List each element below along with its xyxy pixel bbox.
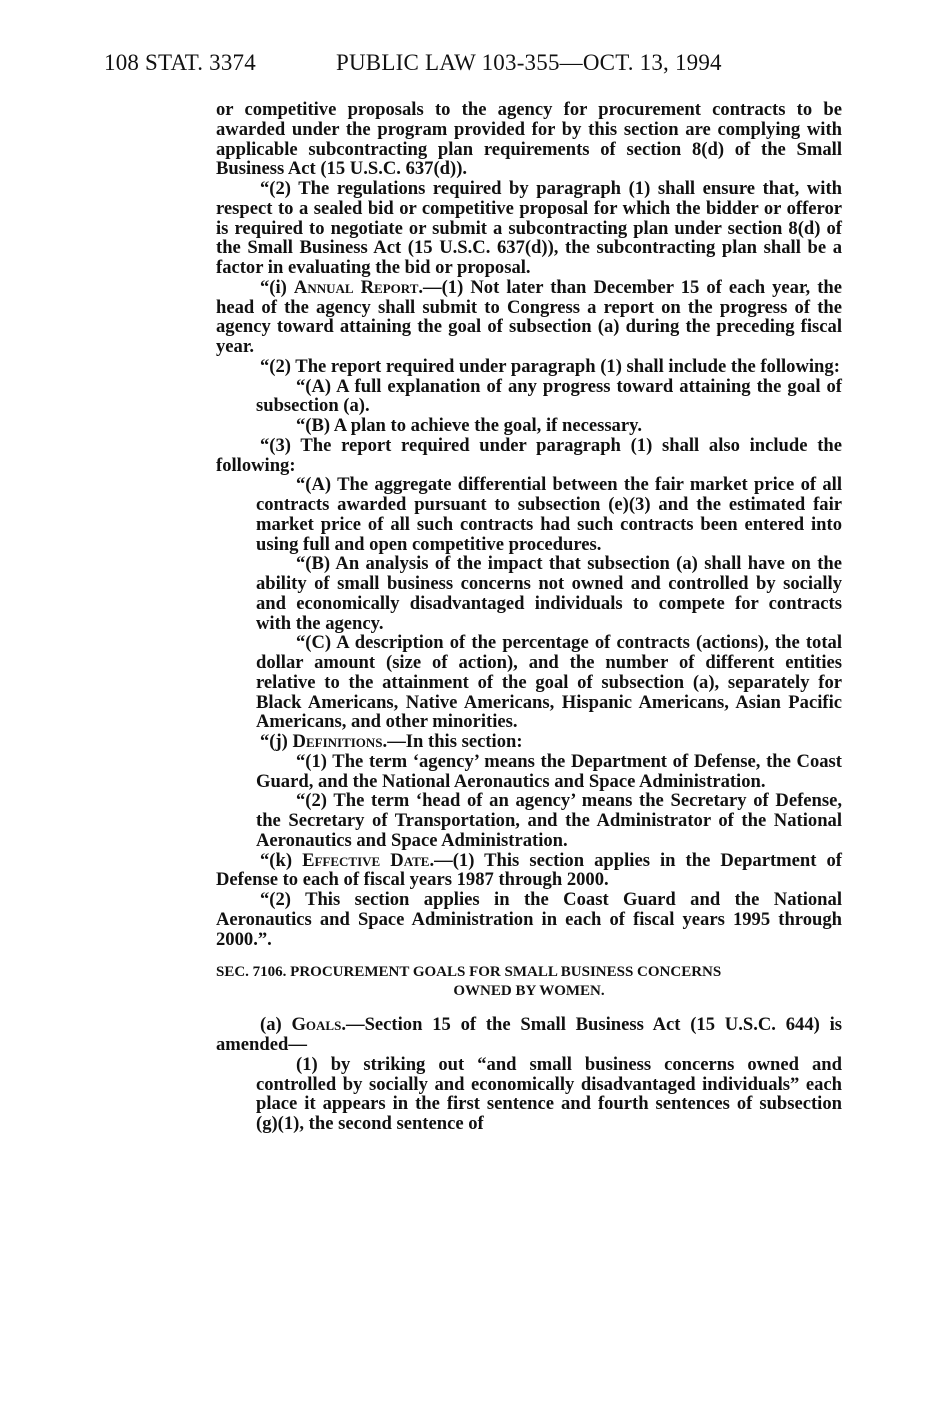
subparagraph-i2-a: “(A) A full explanation of any progress toward attaining the goal of subsection (a). <box>256 375 842 417</box>
section-caption: Annual Report <box>293 276 419 298</box>
subparagraph-i3-c: “(C) A description of the percentage of contracts (actions), the total dollar amount (size of action), and the number of different entities relative to the attainment of the goal of subsection (a), separately for Black Americans, Native Americans, Hispanic Americans, Asian Pacific Americans, and other minorities. <box>256 632 842 733</box>
section-caption: Effective Date <box>302 849 430 871</box>
paragraph-a-goals <box>216 1015 842 1055</box>
paragraph-prefix: (a) <box>260 1014 292 1036</box>
body-text <box>216 100 842 1134</box>
section-heading-line1: SEC. 7106. PROCUREMENT GOALS FOR SMALL BUSINESS CONCERNS <box>216 964 722 981</box>
paragraph-k2: “(2) This section applies in the Coast Guard and the National Aeronautics and Space Administration in each of fiscal years 1995 through 2000.”. <box>216 889 842 950</box>
paragraph-text: .—Section 15 of the Small Business Act (15 U.S.C. 644) is amended— <box>216 1014 842 1055</box>
amendment-1: (1) by striking out “and small business concerns owned and controlled by socially and economically disadvantaged individuals” each place it appears in the first sentence and fourth sentences of subsection (g)(1), the second sentence of <box>256 1053 842 1134</box>
paragraph-text: .—(1) Not later than December 15 of each year, the head of the agency shall submit to Congress a report on the progress of the agency toward attaining the goal of subsection (a) during the preceding fiscal year. <box>216 276 842 357</box>
statute-citation: 108 STAT. 3374 <box>104 50 256 75</box>
section-caption: Goals <box>291 1014 342 1036</box>
subparagraph-i3-b: “(B) An analysis of the impact that subsection (a) shall have on the ability of small business concerns not owned and controlled by socially and economically disadvantaged individuals to compete for contracts with the agency. <box>256 553 842 634</box>
paragraph-prefix: “(i) <box>260 276 294 298</box>
section-caption: Definitions <box>292 731 383 752</box>
paragraph-i3: “(3) The report required under paragraph (1) shall also include the following: <box>216 434 842 476</box>
subparagraph-i3-a: “(A) The aggregate differential between the fair market price of all contracts awarded pursuant to subsection (e)(3) and the estimated fair market price of all such contracts had such contracts been entered into using full and open competitive procedures. <box>256 474 842 555</box>
paragraph-k-effective-date <box>216 851 842 891</box>
paragraph-i-annual-report <box>216 278 842 357</box>
paragraph-i2: “(2) The report required under paragraph (1) shall include the following: <box>260 355 840 377</box>
paragraph-j-definitions <box>216 732 842 752</box>
public-law-citation: PUBLIC LAW 103-355—OCT. 13, 1994 <box>336 50 722 75</box>
paragraph-continuation: or competitive proposals to the agency for procurement contracts to be awarded under the program provided for by this section are complying with applicable subcontracting plan requirements of section 8(d) of the Small Business Act (15 U.S.C. 637(d)). <box>216 99 842 180</box>
definition-2: “(2) The term ‘head of an agency’ means the Secretary of Defense, the Secretary of Transportation, and the Administrator of the National Aeronautics and Space Administration. <box>256 790 842 851</box>
page-header <box>104 50 844 80</box>
paragraph-prefix: “(j) <box>260 731 293 752</box>
paragraph-e2: “(2) The regulations required by paragraph (1) shall ensure that, with respect to a sealed bid or competitive proposal for which the bidder or offeror is required to negotiate or submit a subcontracting plan under section 8(d) of the Small Business Act (15 U.S.C. 637(d)), the subcontracting plan shall be a factor in evaluating the bid or proposal. <box>216 178 842 278</box>
paragraph-text: .—In this section: <box>382 731 523 752</box>
paragraph-text: .—(1) This section applies in the Department of Defense to each of fiscal years 1987 through 2000. <box>216 849 842 891</box>
subparagraph-i2-b: “(B) A plan to achieve the goal, if necessary. <box>296 415 643 436</box>
section-heading-line2: OWNED BY WOMEN. <box>453 983 605 1000</box>
section-heading <box>216 963 842 1001</box>
definition-1: “(1) The term ‘agency’ means the Department of Defense, the Coast Guard, and the National Aeronautics and Space Administration. <box>256 750 842 792</box>
paragraph-prefix: “(k) <box>260 849 303 871</box>
